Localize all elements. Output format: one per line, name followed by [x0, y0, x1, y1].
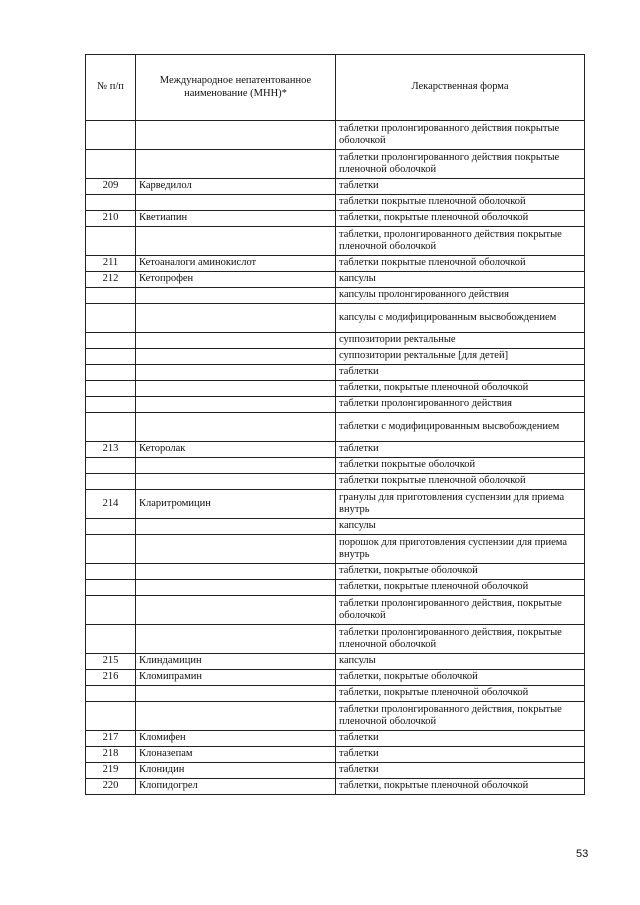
- drug-name: Кеторолак: [136, 442, 336, 458]
- dosage-form: суппозитории ректальные: [336, 333, 585, 349]
- dosage-form: суппозитории ректальные [для детей]: [336, 349, 585, 365]
- dosage-form: таблетки: [336, 747, 585, 763]
- drug-name: [136, 121, 336, 150]
- table-row: [86, 256, 585, 272]
- table-row: [86, 179, 585, 195]
- drug-name: [136, 596, 336, 625]
- row-number: [86, 596, 136, 625]
- row-number: 210: [86, 211, 136, 227]
- dosage-form: капсулы с модифицированным высвобождением: [336, 304, 585, 333]
- table-row: [86, 304, 585, 333]
- drug-name: [136, 349, 336, 365]
- dosage-form: таблетки пролонгированного действия покрытые оболочкой: [336, 121, 585, 150]
- table-row: [86, 580, 585, 596]
- table-row: [86, 779, 585, 795]
- drug-name: Кломифен: [136, 731, 336, 747]
- drug-name: [136, 381, 336, 397]
- dosage-form: таблетки пролонгированного действия, покрытые пленочной оболочкой: [336, 702, 585, 731]
- row-number: 216: [86, 670, 136, 686]
- dosage-form: таблетки, покрытые пленочной оболочкой: [336, 779, 585, 795]
- row-number: 215: [86, 654, 136, 670]
- dosage-form: таблетки, покрытые пленочной оболочкой: [336, 686, 585, 702]
- drug-name: Кетоаналоги аминокислот: [136, 256, 336, 272]
- table-row: [86, 670, 585, 686]
- dosage-form: таблетки покрытые пленочной оболочкой: [336, 195, 585, 211]
- row-number: [86, 686, 136, 702]
- table-row: [86, 535, 585, 564]
- table-row: [86, 211, 585, 227]
- row-number: [86, 625, 136, 654]
- row-number: 211: [86, 256, 136, 272]
- drug-name: [136, 625, 336, 654]
- dosage-form: таблетки: [336, 179, 585, 195]
- drug-name: Клонидин: [136, 763, 336, 779]
- dosage-form: таблетки пролонгированного действия покрытые пленочной оболочкой: [336, 150, 585, 179]
- drug-name: [136, 397, 336, 413]
- dosage-form: таблетки пролонгированного действия: [336, 397, 585, 413]
- row-number: [86, 349, 136, 365]
- table-header-row: [86, 55, 585, 121]
- row-number: 209: [86, 179, 136, 195]
- drug-name: [136, 535, 336, 564]
- header-form: Лекарственная форма: [336, 55, 585, 121]
- row-number: [86, 413, 136, 442]
- row-number: 218: [86, 747, 136, 763]
- dosage-form: порошок для приготовления суспензии для приема внутрь: [336, 535, 585, 564]
- dosage-form: таблетки, покрытые оболочкой: [336, 670, 585, 686]
- dosage-form: таблетки, покрытые пленочной оболочкой: [336, 580, 585, 596]
- table-row: [86, 227, 585, 256]
- dosage-form: таблетки пролонгированного действия, покрытые оболочкой: [336, 596, 585, 625]
- table-row: [86, 625, 585, 654]
- drug-name: [136, 519, 336, 535]
- row-number: 220: [86, 779, 136, 795]
- page-number: 53: [576, 848, 589, 860]
- drug-name: [136, 227, 336, 256]
- table-row: [86, 288, 585, 304]
- dosage-form: таблетки: [336, 365, 585, 381]
- row-number: [86, 195, 136, 211]
- drug-name: [136, 580, 336, 596]
- table-row: [86, 365, 585, 381]
- row-number: [86, 121, 136, 150]
- row-number: 212: [86, 272, 136, 288]
- row-number: [86, 397, 136, 413]
- table-row: [86, 654, 585, 670]
- row-number: [86, 702, 136, 731]
- row-number: [86, 564, 136, 580]
- header-name: Международное непатентованное наименование (МНН)*: [136, 55, 336, 121]
- table-row: [86, 564, 585, 580]
- dosage-form: капсулы: [336, 272, 585, 288]
- table-row: [86, 763, 585, 779]
- drug-name: [136, 413, 336, 442]
- drug-name: [136, 686, 336, 702]
- drug-name: [136, 702, 336, 731]
- drug-name: Клиндамицин: [136, 654, 336, 670]
- dosage-form: таблетки пролонгированного действия, покрытые пленочной оболочкой: [336, 625, 585, 654]
- row-number: [86, 580, 136, 596]
- row-number: [86, 227, 136, 256]
- table-row: [86, 150, 585, 179]
- table-row: [86, 731, 585, 747]
- drug-name: Кларитромицин: [136, 490, 336, 519]
- table-row: [86, 333, 585, 349]
- drug-name: [136, 474, 336, 490]
- table-row: [86, 490, 585, 519]
- drug-name: [136, 304, 336, 333]
- drug-name: Клоназепам: [136, 747, 336, 763]
- drug-table: [85, 54, 585, 795]
- drug-name: [136, 288, 336, 304]
- table-row: [86, 195, 585, 211]
- drug-name: [136, 195, 336, 211]
- dosage-form: таблетки: [336, 442, 585, 458]
- drug-name: [136, 365, 336, 381]
- dosage-form: таблетки: [336, 731, 585, 747]
- table-row: [86, 702, 585, 731]
- dosage-form: таблетки: [336, 763, 585, 779]
- table-row: [86, 474, 585, 490]
- drug-name: Кетопрофен: [136, 272, 336, 288]
- row-number: [86, 519, 136, 535]
- dosage-form: таблетки, покрытые пленочной оболочкой: [336, 211, 585, 227]
- drug-name: Кветиапин: [136, 211, 336, 227]
- table-row: [86, 442, 585, 458]
- dosage-form: капсулы: [336, 654, 585, 670]
- header-num: № п/п: [86, 55, 136, 121]
- row-number: 213: [86, 442, 136, 458]
- drug-name: Кломипрамин: [136, 670, 336, 686]
- row-number: 219: [86, 763, 136, 779]
- drug-name: [136, 458, 336, 474]
- table-row: [86, 381, 585, 397]
- row-number: [86, 288, 136, 304]
- dosage-form: таблетки покрытые пленочной оболочкой: [336, 256, 585, 272]
- table-row: [86, 121, 585, 150]
- table-row: [86, 686, 585, 702]
- dosage-form: капсулы пролонгированного действия: [336, 288, 585, 304]
- row-number: 214: [86, 490, 136, 519]
- row-number: [86, 535, 136, 564]
- table-row: [86, 458, 585, 474]
- dosage-form: гранулы для приготовления суспензии для приема внутрь: [336, 490, 585, 519]
- row-number: [86, 365, 136, 381]
- drug-name: [136, 333, 336, 349]
- row-number: 217: [86, 731, 136, 747]
- row-number: [86, 304, 136, 333]
- drug-name: [136, 150, 336, 179]
- dosage-form: таблетки покрытые оболочкой: [336, 458, 585, 474]
- row-number: [86, 458, 136, 474]
- drug-name: Карведилол: [136, 179, 336, 195]
- table-row: [86, 519, 585, 535]
- row-number: [86, 333, 136, 349]
- row-number: [86, 381, 136, 397]
- table-body: [86, 121, 585, 795]
- dosage-form: таблетки, покрытые пленочной оболочкой: [336, 381, 585, 397]
- table-row: [86, 397, 585, 413]
- table-row: [86, 349, 585, 365]
- dosage-form: таблетки, покрытые оболочкой: [336, 564, 585, 580]
- drug-name: Клопидогрел: [136, 779, 336, 795]
- dosage-form: таблетки с модифицированным высвобождением: [336, 413, 585, 442]
- row-number: [86, 474, 136, 490]
- table-row: [86, 413, 585, 442]
- drug-name: [136, 564, 336, 580]
- table-row: [86, 272, 585, 288]
- dosage-form: таблетки покрытые пленочной оболочкой: [336, 474, 585, 490]
- row-number: [86, 150, 136, 179]
- table-row: [86, 596, 585, 625]
- dosage-form: капсулы: [336, 519, 585, 535]
- dosage-form: таблетки, пролонгированного действия покрытые пленочной оболочкой: [336, 227, 585, 256]
- table-row: [86, 747, 585, 763]
